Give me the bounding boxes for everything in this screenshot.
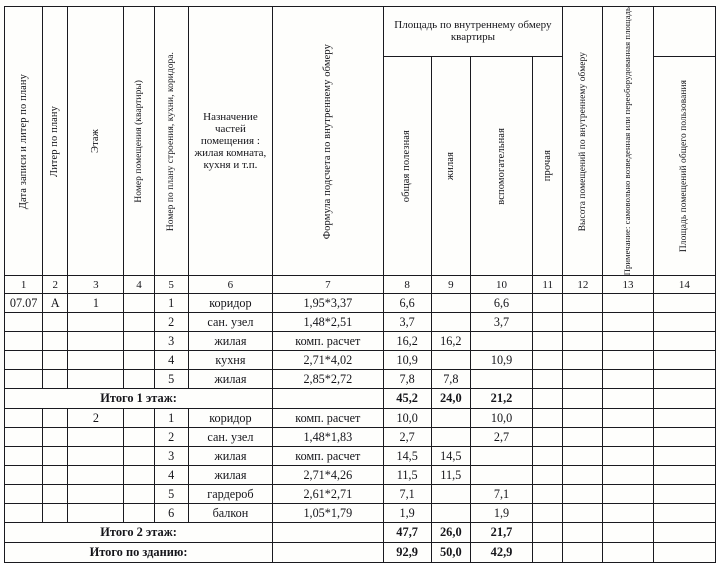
cell-floor [68, 332, 124, 351]
cell-total-common-area [653, 523, 715, 543]
cell-ceiling-height [563, 485, 603, 504]
cell-formula: комп. расчет [273, 447, 383, 466]
colnum-4: 4 [124, 276, 154, 294]
cell-formula: 1,05*1,79 [273, 504, 383, 523]
table-row [5, 466, 716, 485]
cell-plan-number: 5 [154, 485, 188, 504]
cell-date [5, 351, 43, 370]
table-total-row [5, 543, 716, 563]
cell-area-living: 16,2 [431, 332, 470, 351]
table-row [5, 294, 716, 313]
cell-area-other [533, 409, 563, 428]
cell-area-auxiliary: 1,9 [470, 504, 532, 523]
cell-formula: 1,48*1,83 [273, 428, 383, 447]
cell-premises-number [124, 504, 154, 523]
cell-total-note [603, 543, 653, 563]
cell-date: 07.07 [5, 294, 43, 313]
cell-total-area-living: 24,0 [431, 389, 470, 409]
cell-plan-number: 2 [154, 313, 188, 332]
colnum-13: 13 [603, 276, 653, 294]
cell-area-other [533, 370, 563, 389]
cell-area-auxiliary [470, 466, 532, 485]
cell-common-area [653, 485, 715, 504]
cell-letter [43, 428, 68, 447]
cell-plan-number: 5 [154, 370, 188, 389]
header-col-13 [603, 7, 653, 276]
cell-note [603, 313, 653, 332]
cell-note [603, 294, 653, 313]
cell-plan-number: 3 [154, 332, 188, 351]
header-col-6: Назначение частей помещения : жилая комната, кухня и т.п. [188, 7, 272, 276]
cell-date [5, 428, 43, 447]
cell-purpose: коридор [188, 294, 272, 313]
cell-area-other [533, 485, 563, 504]
cell-common-area [653, 466, 715, 485]
cell-formula: 2,61*2,71 [273, 485, 383, 504]
header-col-5 [154, 7, 188, 276]
cell-date [5, 504, 43, 523]
header-col-2 [43, 7, 68, 276]
cell-formula: 1,48*2,51 [273, 313, 383, 332]
cell-area-total: 16,2 [383, 332, 431, 351]
cell-ceiling-height [563, 428, 603, 447]
header-label-letter-by-plan: Литер по плану [49, 105, 61, 177]
cell-ceiling-height [563, 504, 603, 523]
cell-formula: комп. расчет [273, 332, 383, 351]
cell-area-living [431, 409, 470, 428]
cell-premises-number [124, 409, 154, 428]
cell-note [603, 351, 653, 370]
cell-letter [43, 466, 68, 485]
table-row [5, 351, 716, 370]
cell-area-other [533, 332, 563, 351]
cell-area-auxiliary: 6,6 [470, 294, 532, 313]
cell-purpose: жилая [188, 466, 272, 485]
cell-floor [68, 485, 124, 504]
cell-total-area-auxiliary: 21,7 [470, 523, 532, 543]
cell-note [603, 332, 653, 351]
table-total-row [5, 523, 716, 543]
cell-area-total: 7,1 [383, 485, 431, 504]
cell-total-area-auxiliary: 21,2 [470, 389, 532, 409]
header-col-3 [68, 7, 124, 276]
cell-floor: 2 [68, 409, 124, 428]
cell-date [5, 485, 43, 504]
header-label-calculation-formula: Формула подсчета по внутреннему обмеру [321, 43, 333, 239]
header-col-4 [124, 7, 154, 276]
cell-total-area-total: 92,9 [383, 543, 431, 563]
cell-area-auxiliary [470, 332, 532, 351]
table-row [5, 485, 716, 504]
cell-letter [43, 370, 68, 389]
cell-common-area [653, 370, 715, 389]
cell-total-area-auxiliary: 42,9 [470, 543, 532, 563]
cell-purpose: балкон [188, 504, 272, 523]
cell-area-living: 11,5 [431, 466, 470, 485]
cell-total-ceiling-height [563, 543, 603, 563]
header-col-14-blank-cap [653, 7, 715, 57]
cell-area-auxiliary [470, 370, 532, 389]
cell-total-label: Итого 2 этаж: [5, 523, 273, 543]
cell-formula: комп. расчет [273, 409, 383, 428]
colnum-11: 11 [533, 276, 563, 294]
cell-ceiling-height [563, 294, 603, 313]
cell-total-note [603, 523, 653, 543]
cell-premises-number [124, 428, 154, 447]
area-calculation-table [4, 6, 716, 563]
cell-area-total: 6,6 [383, 294, 431, 313]
header-label-area-auxiliary: вспомогательная [495, 127, 507, 205]
cell-total-formula [273, 523, 383, 543]
header-group-row [5, 7, 716, 57]
colnum-5: 5 [154, 276, 188, 294]
cell-total-area-other [533, 523, 563, 543]
colnum-14: 14 [653, 276, 715, 294]
cell-note [603, 428, 653, 447]
table-total-row [5, 389, 716, 409]
cell-formula: 2,71*4,02 [273, 351, 383, 370]
header-label-common-use-area: Площадь помещений общего пользования [678, 79, 689, 252]
cell-ceiling-height [563, 332, 603, 351]
header-col-11 [533, 56, 563, 276]
table-row [5, 313, 716, 332]
cell-letter [43, 351, 68, 370]
cell-note [603, 409, 653, 428]
cell-total-label: Итого 1 этаж: [5, 389, 273, 409]
table-row [5, 428, 716, 447]
cell-plan-number: 4 [154, 351, 188, 370]
cell-total-label: Итого по зданию: [5, 543, 273, 563]
header-label-area-living: жилая [444, 151, 456, 180]
cell-area-auxiliary: 3,7 [470, 313, 532, 332]
header-col-9 [431, 56, 470, 276]
colnum-1: 1 [5, 276, 43, 294]
cell-premises-number [124, 332, 154, 351]
cell-letter [43, 332, 68, 351]
cell-formula: 2,71*4,26 [273, 466, 383, 485]
table-row [5, 332, 716, 351]
cell-plan-number: 6 [154, 504, 188, 523]
cell-premises-number [124, 370, 154, 389]
cell-area-total: 1,9 [383, 504, 431, 523]
cell-common-area [653, 428, 715, 447]
cell-plan-number: 4 [154, 466, 188, 485]
cell-total-area-other [533, 543, 563, 563]
column-number-row [5, 276, 716, 294]
cell-letter [43, 485, 68, 504]
colnum-2: 2 [43, 276, 68, 294]
cell-area-total: 7,8 [383, 370, 431, 389]
cell-area-auxiliary: 10,0 [470, 409, 532, 428]
cell-area-living [431, 504, 470, 523]
cell-plan-number: 2 [154, 428, 188, 447]
cell-ceiling-height [563, 466, 603, 485]
cell-floor [68, 504, 124, 523]
cell-area-living: 7,8 [431, 370, 470, 389]
cell-purpose: сан. узел [188, 313, 272, 332]
cell-area-living: 14,5 [431, 447, 470, 466]
cell-premises-number [124, 313, 154, 332]
cell-total-area-total: 47,7 [383, 523, 431, 543]
colnum-10: 10 [470, 276, 532, 294]
cell-area-living [431, 351, 470, 370]
cell-total-ceiling-height [563, 389, 603, 409]
cell-premises-number [124, 485, 154, 504]
cell-plan-number: 1 [154, 409, 188, 428]
cell-date [5, 466, 43, 485]
cell-total-area-living: 50,0 [431, 543, 470, 563]
cell-area-total: 3,7 [383, 313, 431, 332]
table-row [5, 504, 716, 523]
cell-floor: 1 [68, 294, 124, 313]
cell-total-common-area [653, 389, 715, 409]
cell-common-area [653, 409, 715, 428]
cell-area-auxiliary: 7,1 [470, 485, 532, 504]
cell-area-total: 10,0 [383, 409, 431, 428]
cell-premises-number [124, 351, 154, 370]
cell-ceiling-height [563, 313, 603, 332]
cell-area-living [431, 485, 470, 504]
table-row [5, 370, 716, 389]
cell-area-other [533, 313, 563, 332]
header-label-note-unauthorized-area: Примечание: самовольно возведенная или переоборудованная площадь [622, 7, 633, 276]
cell-formula: 2,85*2,72 [273, 370, 383, 389]
cell-premises-number [124, 294, 154, 313]
cell-plan-number: 1 [154, 294, 188, 313]
cell-floor [68, 313, 124, 332]
cell-date [5, 370, 43, 389]
header-label-plan-number: Номер по плану строения, кухни, коридора. [165, 51, 176, 231]
cell-total-area-total: 45,2 [383, 389, 431, 409]
cell-ceiling-height [563, 370, 603, 389]
header-col-12 [563, 7, 603, 276]
cell-total-area-other [533, 389, 563, 409]
cell-total-formula [273, 543, 383, 563]
cell-premises-number [124, 466, 154, 485]
cell-note [603, 370, 653, 389]
header-label-ceiling-height: Высота помещений по внутреннему обмеру [577, 51, 588, 231]
cell-total-area-living: 26,0 [431, 523, 470, 543]
cell-common-area [653, 351, 715, 370]
cell-letter [43, 409, 68, 428]
cell-floor [68, 466, 124, 485]
cell-common-area [653, 504, 715, 523]
cell-total-common-area [653, 543, 715, 563]
header-label-area-total-useful: общая полезная [401, 129, 413, 203]
table-body [5, 294, 716, 563]
cell-area-other [533, 504, 563, 523]
cell-purpose: жилая [188, 370, 272, 389]
cell-area-total: 14,5 [383, 447, 431, 466]
header-label-premises-number: Номер помещения (квартиры) [133, 79, 144, 203]
colnum-12: 12 [563, 276, 603, 294]
cell-purpose: сан. узел [188, 428, 272, 447]
header-col-7 [273, 7, 383, 276]
cell-floor [68, 351, 124, 370]
cell-date [5, 332, 43, 351]
cell-plan-number: 3 [154, 447, 188, 466]
cell-floor [68, 370, 124, 389]
cell-purpose: жилая [188, 332, 272, 351]
cell-ceiling-height [563, 351, 603, 370]
cell-letter [43, 504, 68, 523]
cell-area-total: 11,5 [383, 466, 431, 485]
cell-ceiling-height [563, 409, 603, 428]
cell-area-total: 2,7 [383, 428, 431, 447]
cell-date [5, 409, 43, 428]
cell-note [603, 504, 653, 523]
cell-purpose: коридор [188, 409, 272, 428]
cell-total-ceiling-height [563, 523, 603, 543]
cell-area-living [431, 294, 470, 313]
table-row [5, 409, 716, 428]
cell-date [5, 313, 43, 332]
colnum-8: 8 [383, 276, 431, 294]
cell-common-area [653, 332, 715, 351]
cell-letter [43, 313, 68, 332]
header-col-1 [5, 7, 43, 276]
cell-area-other [533, 428, 563, 447]
colnum-7: 7 [273, 276, 383, 294]
colnum-6: 6 [188, 276, 272, 294]
cell-floor [68, 428, 124, 447]
cell-total-note [603, 389, 653, 409]
cell-area-other [533, 294, 563, 313]
header-label-area-other: прочая [541, 150, 553, 182]
cell-area-other [533, 351, 563, 370]
cell-area-living [431, 313, 470, 332]
cell-letter: А [43, 294, 68, 313]
cell-area-total: 10,9 [383, 351, 431, 370]
cell-common-area [653, 294, 715, 313]
cell-purpose: кухня [188, 351, 272, 370]
header-col-8 [383, 56, 431, 276]
header-group-area-internal: Площадь по внутреннему обмеру квартиры [383, 7, 563, 57]
cell-note [603, 466, 653, 485]
colnum-9: 9 [431, 276, 470, 294]
cell-area-auxiliary: 2,7 [470, 428, 532, 447]
cell-purpose: гардероб [188, 485, 272, 504]
header-label-floor: Этаж [89, 129, 101, 154]
header-col-14 [653, 56, 715, 276]
cell-area-living [431, 428, 470, 447]
cell-common-area [653, 313, 715, 332]
cell-area-auxiliary: 10,9 [470, 351, 532, 370]
header-label-date-and-letter: Дата записи и литер по плану [17, 73, 29, 209]
cell-area-other [533, 466, 563, 485]
cell-total-formula [273, 389, 383, 409]
colnum-3: 3 [68, 276, 124, 294]
header-col-10 [470, 56, 532, 276]
cell-formula: 1,95*3,37 [273, 294, 383, 313]
cell-purpose: жилая [188, 447, 272, 466]
cell-note [603, 485, 653, 504]
